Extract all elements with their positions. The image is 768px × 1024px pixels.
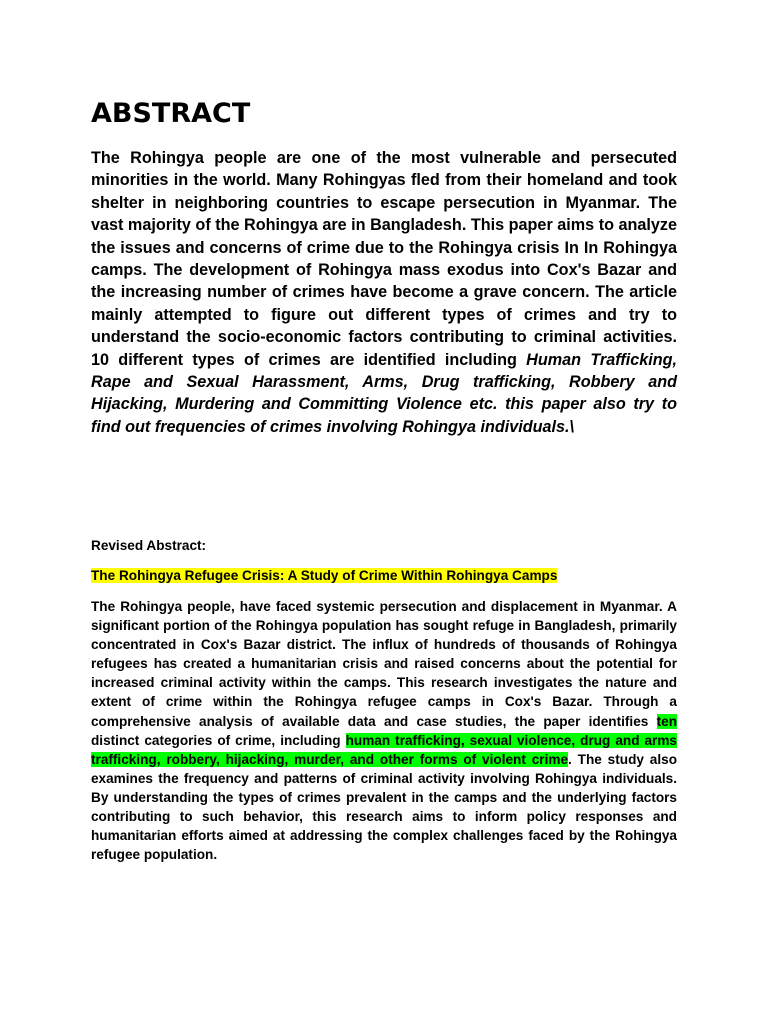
abstract-crime-list-text: Human Trafficking, Rape and Sexual Harassment, Arms, Drug trafficking, Robbery and Hijacking, Murdering and Committing Violence etc. this paper also try to find out frequencies of crimes involving Rohingya individuals.\ <box>91 350 677 436</box>
revised-body-text-1: The Rohingya people, have faced systemic persecution and displacement in Myanmar. A significant portion of the Rohingya population has sought refuge in Bangladesh, primarily concentrated in Cox's Bazar district. The influx of hundreds of thousands of Rohingya refugees has created a humanitarian crisis and raised concerns about the potential for increased criminal activity within the camps. This research investigates the nature and extent of crime within the Rohingya refugee camps in Cox's Bazar. Through a comprehensive analysis of available data and case studies, the paper identifies <box>91 599 677 729</box>
revised-body-text-2: distinct categories of crime, including <box>91 732 346 748</box>
revised-abstract-paragraph <box>91 597 677 864</box>
revised-title-highlight: The Rohingya Refugee Crisis: A Study of Crime Within Rohingya Camps <box>91 568 558 583</box>
revised-abstract-label: Revised Abstract: <box>91 538 207 553</box>
revised-body-text-3: . The study also examines the frequency and patterns of criminal activity involving Rohingya individuals. By understanding the types of crimes prevalent in the camps and the underlying factors contributing to such behavior, this research aims to inform policy responses and humanitarian efforts aimed at addressing the complex challenges faced by the Rohingya refugee population. <box>91 751 677 863</box>
abstract-text: The Rohingya people are one of the most vulnerable and persecuted minorities in the world. Many Rohingyas fled from their homeland and took shelter in neighboring countries to escape persecution in Myanmar. The vast majority of the Rohingya are in Bangladesh. This paper aims to analyze the issues and concerns of crime due to the Rohingya crisis In In Rohingya camps. The development of Rohingya mass exodus into Cox's Bazar and the increasing number of crimes have become a grave concern. The article mainly attempted to figure out different types of crimes and try to understand the socio-economic factors contributing to criminal activities. 10 different types of crimes are identified including <box>91 149 677 369</box>
revised-abstract-title <box>91 567 557 585</box>
abstract-paragraph <box>91 147 677 438</box>
abstract-heading: ABSTRACT <box>91 98 251 129</box>
highlight-crime-categories: human trafficking, sexual violence, drug and arms trafficking, robbery, hijacking, murder, and other forms of violent crime <box>91 732 677 767</box>
highlight-ten: ten <box>656 713 677 729</box>
